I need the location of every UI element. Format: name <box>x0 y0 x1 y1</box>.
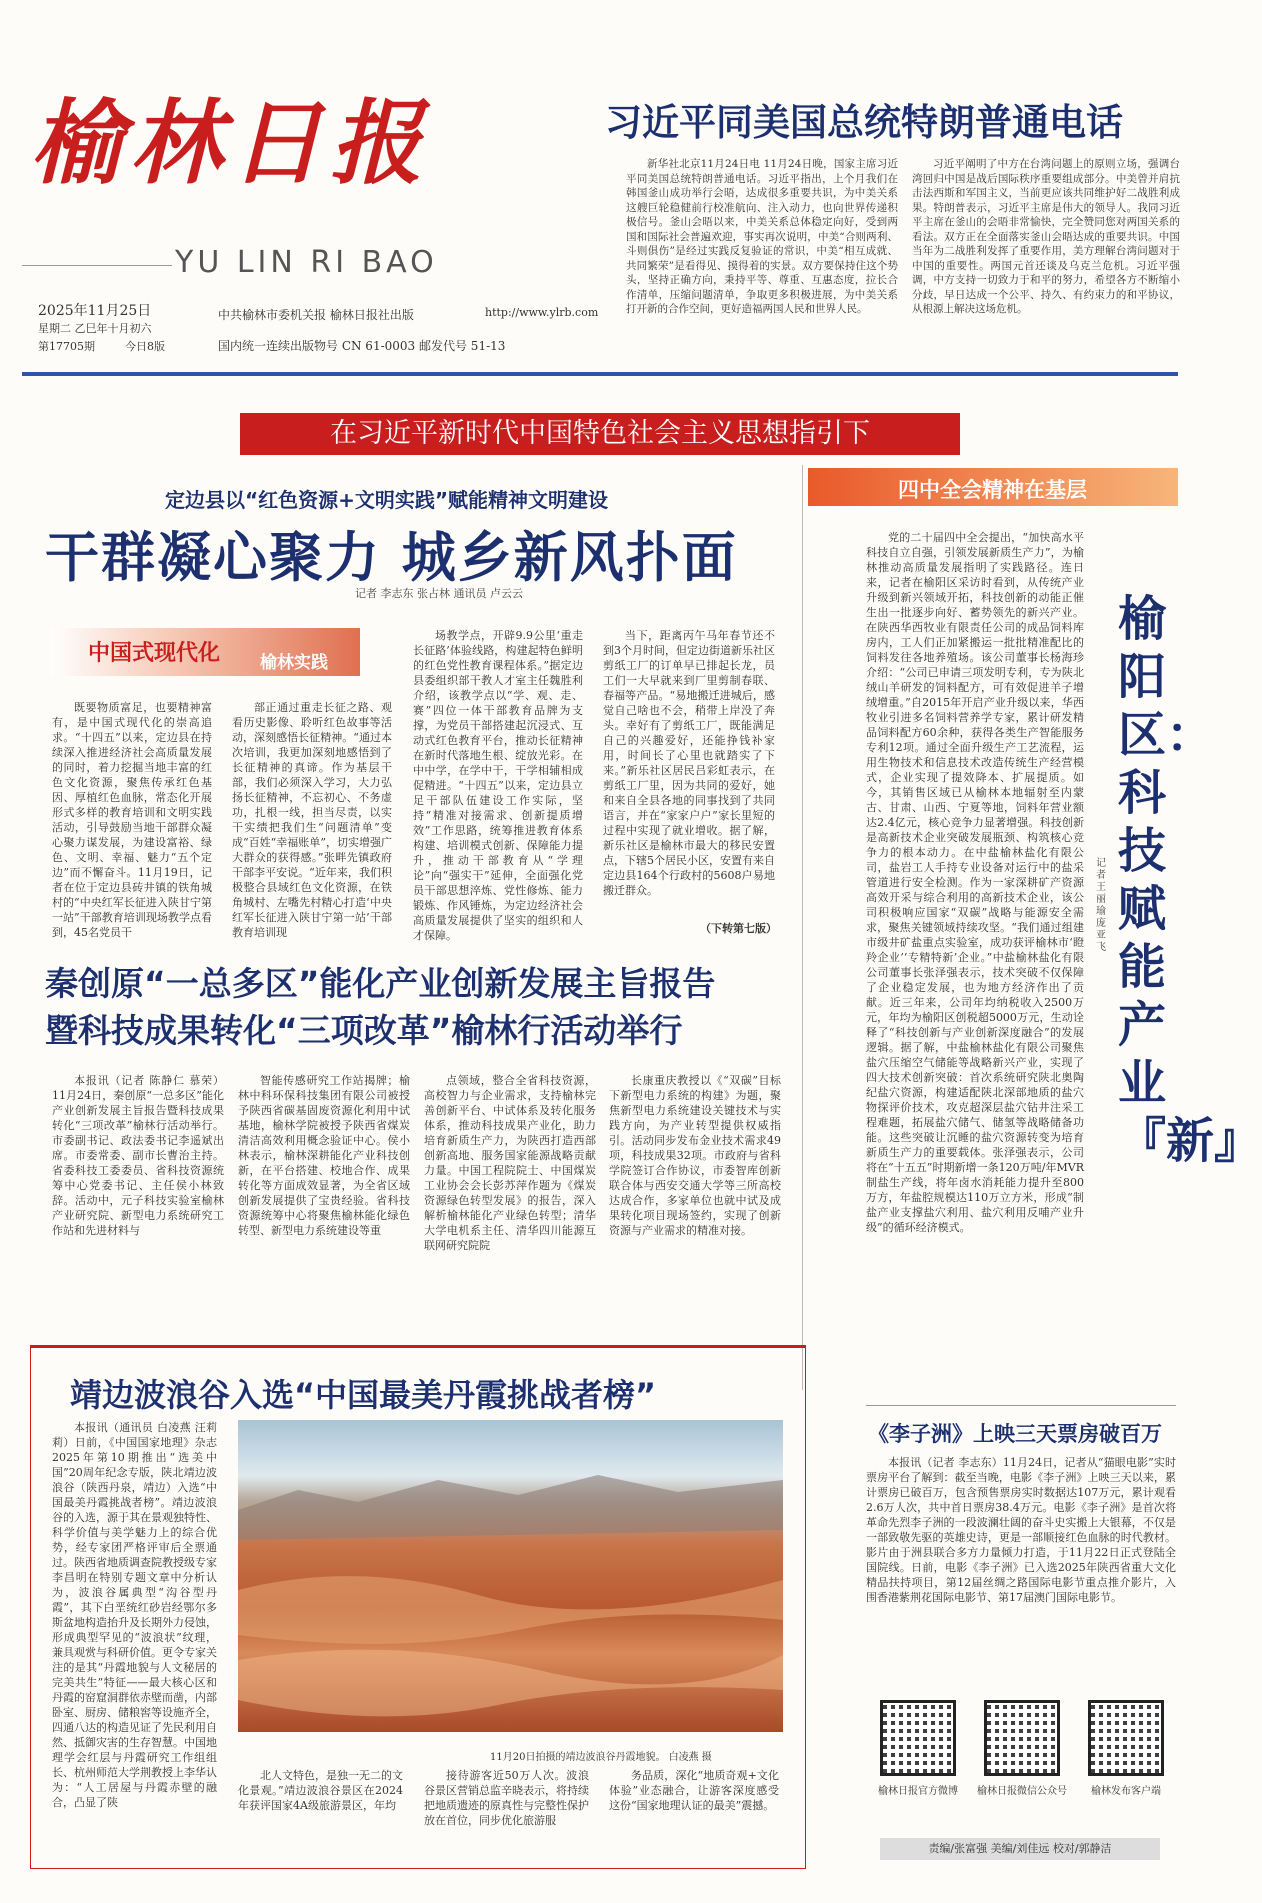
energy-headline2: 暨科技成果转化“三项改革”榆林行活动举行 <box>45 1011 683 1050</box>
sidebar-tag-label: 四中全会精神在基层 <box>898 478 1087 502</box>
lead-headline: 干群凝心聚力 城乡新风扑面 <box>45 526 738 589</box>
energy-col1 <box>52 1073 224 1318</box>
qr-code-icon <box>1088 1700 1164 1776</box>
lead-col4 <box>603 628 775 918</box>
top-story-col2 <box>912 157 1180 357</box>
issue-date: 2025年11月25日 <box>38 303 152 319</box>
continued-note: （下转第七版） <box>700 922 777 935</box>
danxia-text4: 务品质，深化“地质奇观+文化体验”业态融合，让游客深度感受这份“国家地理认证的最美”震撼。 <box>609 1769 779 1812</box>
danxia-col3 <box>424 1768 589 1858</box>
credits: 责编/张富强 美编/刘佳远 校对/郭静洁 <box>880 1838 1160 1860</box>
qr-label: 榆林发布客户端 <box>1091 1786 1161 1797</box>
qr-label: 榆林日报官方微博 <box>878 1786 958 1797</box>
top-story-col1 <box>626 157 898 357</box>
masthead-title: 榆林日报 <box>30 89 431 197</box>
sidebar-byline: 记者 王丽瑜 庞亚飞 <box>1096 858 1106 953</box>
energy-text3: 点领域，整合全省科技资源，高校智力与企业需求，支持榆林完善创新平台、中试体系及转化服务体系，推动科技成果产业化，助力培育新质生产力，为陕西打造西部创新高地、服务国家能源战略贡献力量。中国工程院院士、中国煤炭工业协会会长彭苏萍作题为《煤炭资源绿色转型发展》的报告，深入解析榆林能化产业绿色转型；清华大学电机系主任、清华四川能源互联网研究院院 <box>424 1074 596 1252</box>
tag-label1: 中国式现代化 <box>88 641 221 666</box>
energy-col2 <box>238 1073 410 1318</box>
danxia-col1 <box>52 1420 217 1855</box>
issue-pages: 今日8版 <box>125 340 165 353</box>
lead-text4: 当下，距离丙午马年春节还不到3个月时间，但定边街道新乐社区剪纸工厂的订单早已排起长龙，员工们一大早就来到厂里剪制春联、春福等产品。“易地搬迁进城后，感觉自己啥也不会，稍带上岸没了奔头。幸好有了剪纸工厂，既能满足自己的兴趣爱好，还能挣钱补家用，时间长了心里也就踏实了下来。”新乐社区居民吕彩虹表示，在剪纸工厂里，因为共同的爱好，她和来自全县各地的同事找到了共同语言，并在“家家户户”家长里短的过程中实现了就业增收。据了解，新乐社区是榆林市最大的移民安置点，下辖5个居民小区，安置有来自定边县164个行政村的5608户易地搬迁群众。 <box>603 629 775 897</box>
publisher: 中共榆林市委机关报 榆林日报社出版 <box>218 308 414 322</box>
sidebar-text <box>866 530 1084 1375</box>
lead-text1: 既要物质富足，也要精神富有，是中国式现代化的崇高追求。“十四五”以来，定边县在持续深入推进经济社会高质量发展的同时，着力挖掘当地丰富的红色文化资源，聚焦传承红色基因、厚植红色血脉，常态化开展形式多样的教育培训和文明实践活动，引导鼓励当地干部群众凝心聚力谋发展，为建设富裕、绿色、文明、幸福、魅力“五个定边”而不懈奋斗。11月19日，记者在位于定边县砖井镇的铁角城村的“中央红军长征进入陕甘宁第一站”干部教育培训现场教学点看到，45名党员干 <box>52 701 212 939</box>
website: http://www.ylrb.com <box>485 306 599 319</box>
lead-text3: 场教学点，开辟9.9公里‘重走长征路’体验线路，构建起特色鲜明的红色党性教育课程体系。”据定边县委组织部干教人才室主任魏胜利介绍，该教学点以“学、观、走、赛”四位一体干部教育品牌为支撑，为党员干部搭建起沉浸式、互动式红色教育平台，推动长征精神在新时代落地生根、绽放光彩。在中中学，在学中干，干学相辅相成促精进。“十四五”以来，定边县立足干部队伍建设工作实际，坚持“精准对接需求、创新提质增效”工作思路，统筹推进教育体系构建、培训模式创新、保障能力提升，推动干部教育从“学理论”向“强实干”延伸，全面强化党员干部思想淬炼、党性修炼、能力锻炼、作风锤炼，为定边经济社会高质量发展提供了坚实的组织和人才保障。 <box>413 629 583 942</box>
top-headline: 习近平同美国总统特朗普通电话 <box>605 101 1123 144</box>
photo-caption: 11月20日拍摄的靖边波浪谷丹霞地貌。 白凌燕 摄 <box>490 1752 712 1763</box>
qr-wechat[interactable] <box>972 1700 1072 1797</box>
danxia-landscape-icon <box>238 1420 783 1732</box>
masthead-rule <box>22 372 1178 376</box>
tag-label2: 榆林实践 <box>260 653 328 673</box>
danxia-text2: 北人文特色，是独一无二的文化景观。”靖边波浪谷景区在2024年获评国家4A级旅游景区，年均 <box>238 1769 403 1812</box>
issue-weekday: 星期二 乙巳年十月初六 <box>38 322 152 335</box>
danxia-text1: 本报讯（通讯员 白凌燕 汪莉莉）日前，《中国国家地理》杂志2025年第10期推出“选美中国”20周年纪念专版，陕北靖边波浪谷（陕西丹泉，靖边）入选“中国最美丹霞挑战者榜”。靖边波浪谷的入选，源于其在景观独特性、科学价值与美学魅力上的综合优势，经专家团严格评审后全票通过。陕西省地质调查院教授级专家李昌明在特别专题文章中分析认为，波浪谷属典型“沟谷型丹霞”，其下白垩统红砂岩经鄂尔多斯盆地构造抬升及长期外力侵蚀，形成典型罕见的“波浪状”纹理，兼具观赏与科研价值。更令专家关注的是其“丹霞地貌与人文秘居的完美共生”特征——最大核心区和丹霞的窑窟洞群依赤壁而凿，内部卧室、厨房、储粮窖等设施齐全，四通八达的构造见证了先民利用自然、抵御灾害的生存智慧。中国地理学会红层与丹霞研究工作组组长、杭州师范大学荆教授上李华认为：“人工居屋与丹霞赤壁的融合，凸显了陕 <box>52 1421 217 1809</box>
column-divider <box>802 465 803 1390</box>
sidebar-body: 党的二十届四中全会提出，“加快高水平科技自立自强，引领发展新质生产力”，为榆林推动高质量发展指明了实践路径。连日来，记者在榆阳区采访时看到，从传统产业升级到新兴领域开拓，科技创新的动能正催生出一批逐步向好、蓄势领先的新兴产业。在陕西华西牧业有限责任公司的成品饲料库房内，工人们正加紧搬运一批批精准配比的饲料发往各地养殖场。该公司董事长杨海珍介绍：“公司已申请三项发明专利，专为陕北绒山羊研发的饲料配方，可有效促进羊子增绒增重。”自2015年开启产业升级以来，华西牧业引进多名饲料营养学专家，累计研发精品饲料配方60余种，获得各类生产智能服务专利12项。通过全面升级生产工艺流程，运用生物技术和信息技术改造传统生产经营模式，企业实现了提效降本、扩展提质。如今，其销售区域已从榆林本地辐射至内蒙古、甘肃、山西、宁夏等地，饲料年营业额达2.4亿元，核心竞争力显著增强。科技创新是高新技术企业突破发展瓶颈、构筑核心竞争力的根本动力。在中盐榆林盐化有限公司，盐岩工人手持专业设备对运行中的盐采管道进行安全检测。作为一家深耕矿产资源高效开采与综合利用的高新技术企业，该公司积极响应国家“双碳”战略与能源安全需求，聚焦关键领域持续攻坚。“我们通过组建市级井矿盐重点实验室，成功获评榆林市‘瞪羚企业’‘专精特新’企业。”中盐榆林盐化有限公司董事长张泽强表示，技术突破不仅保障了企业稳定发展，也为地方经济作出了贡献。近三年来，公司年均纳税收入2500万元，年均为榆阳区创税超5000万元，生动诠释了“科技创新与产业创新深度融合”的发展逻辑。据了解，中盐榆林盐化有限公司聚焦盐穴压缩空气储能等战略新兴产业，实现了四大技术创新突破：首次系统研究陕北奥陶纪盐穴资源，构建适配陕北深部地质的盐穴物探评价技术，攻克超深层盐穴钻井注采工程难题，拓展盐穴储气、储氢等战略储备功能。这些突破让沉睡的盐穴资源转变为培育新质生产力的重要载体。张泽强表示，公司将在“十五五”时期新增一条120万吨/年MVR制盐生产线，将年卤水消耗能力提升至800万方，年盐腔规模达110万立方米，形成“制盐产业支撑盐穴利用、盐穴利用反哺产业升级”的循环经济模式。 <box>866 531 1084 1234</box>
lead-kicker: 定边县以“红色资源+文明实践”赋能精神文明建设 <box>165 488 609 512</box>
top-story-text2: 习近平阐明了中方在台湾问题上的原则立场，强调台湾回归中国是战后国际秩序重要组成部分。中美曾并肩抗击法西斯和军国主义，当前更应该共同维护好二战胜利成果。特朗普表示，习近平主席是伟大的领导人。我同习近平主席在釜山的会晤非常愉快，完全赞同您对两国关系的看法。双方正在全面落实釜山会晤达成的重要共识。中国当年为二战胜利发挥了重要作用，美方理解台湾问题对于中国的重要性。两国元首还谈及乌克兰危机。习近平强调，中方支持一切致力于和平的努力，希望各方不断缩小分歧，早日达成一个公平、持久、有约束力的和平协议，从根源上解决这场危机。 <box>912 158 1180 315</box>
qr-code-icon <box>880 1700 956 1776</box>
issue-number: 第17705期 <box>38 340 95 353</box>
energy-col3 <box>424 1073 596 1318</box>
sidebar-vertical-title: 榆阳区：科技赋能产业『新』 <box>1118 591 1262 1169</box>
masthead-pinyin: YU LIN RI BAO <box>175 245 438 280</box>
energy-text2: 智能传感研究工作站揭牌；榆林中科环保科技集团有限公司被授予陕西省碳基固废资源化利用中试基地，榆林学院被授予陕西省煤炭清洁高效利用概念验证中心。侯小林表示，榆林深耕能化产业科技创新，在平台搭建、校地合作、成果转化等方面成效显著，为全省区域创新发展提供了宝贵经验。省科技资源统筹中心将聚焦榆林能化绿色转型、新型电力系统建设等重 <box>238 1074 410 1237</box>
lead-col1 <box>52 700 212 939</box>
sidebar-tag <box>808 468 1178 506</box>
danxia-col4 <box>609 1768 779 1858</box>
energy-headline1: 秦创原“一总多区”能化产业创新发展主旨报告 <box>45 964 716 1003</box>
lead-col2 <box>232 700 392 939</box>
movie-headline: 《李子洲》上映三天票房破百万 <box>868 1422 1162 1446</box>
danxia-text3: 接待游客近50万人次。波浪谷景区营销总监辛晓表示，将持续把地质遗迹的原真性与完整性保护放在首位，同步优化旅游服 <box>424 1769 589 1827</box>
danxia-headline: 靖边波浪谷入选“中国最美丹霞挑战者榜” <box>70 1376 657 1414</box>
tag-banner <box>50 628 360 676</box>
movie-text <box>866 1455 1176 1680</box>
energy-text4: 长康重庆教授以《“双碳”目标下新型电力系统的构建》为题，聚焦新型电力系统建设关键技术与实践方向，为产业转型提供权威指引。活动同步发布金业技术需求49项，科技成果32项。市政府与省科学院签订合作协议，市委智库创新联合体与西安交通大学等三所高校达成合作，多家单位也就中试及成果转化项目现场签约，实现了创新资源与产业需求的精准对接。 <box>609 1074 781 1237</box>
qr-label: 榆林日报微信公众号 <box>977 1786 1067 1797</box>
divider <box>22 265 172 266</box>
danxia-col2 <box>238 1768 403 1858</box>
qr-app[interactable] <box>1076 1700 1176 1797</box>
lead-col3 <box>413 628 583 942</box>
movie-body: 本报讯（记者 李志东）11月24日，记者从“猫眼电影”实时票房平台了解到：截至当晚，电影《李子洲》上映三天以来，累计票房已破百万，包含预售票房实时数据达107万元，累计观看2.6万人次，共中首日票房38.4万元。电影《李子洲》是首次将革命先烈李子洲的一段波澜壮阔的奋斗史实搬上大银幕，不仅是一部致敬先驱的英雄史诗，更是一部顺接红色血脉的时代教材。影片由于洲县联合多方力量倾力打造，于11月22日正式登陆全国院线。日前，电影《李子洲》已入选2025年陕西省重大文化精品扶持项目，第12届丝绸之路国际电影节重点推介影片，入围香港紫荆花国际电影节、第17届澳门国际电影节。 <box>866 1456 1176 1604</box>
theme-banner: 在习近平新时代中国特色社会主义思想指引下 <box>240 413 960 455</box>
divider <box>866 1405 1176 1406</box>
energy-text1: 本报讯（记者 陈静仁 慕荣）11月24日，秦创原“一总多区”能化产业创新发展主旨报告暨科技成果转化“三项改革”榆林行活动举行。市委副书记、政法委书记李遥斌出席。市委常委、副市长曹治主持。省委科技工委委员、省科技资源统筹中心党委书记、主任侯小林致辞。活动中，元子科技实验室榆林产业研究院、新型电力系统研究工作站和先进材料与 <box>52 1074 224 1237</box>
lead-byline: 记者 李志东 张占林 通讯员 卢云云 <box>355 587 523 600</box>
danxia-photo <box>238 1420 783 1732</box>
qr-code-icon <box>984 1700 1060 1776</box>
qr-weibo[interactable] <box>868 1700 968 1797</box>
lead-text2: 部正通过重走长征之路、观看历史影像、聆听红色故事等活动，深刻感悟长征精神。“通过本次培训，我更加深刻地感悟到了长征精神的真谛。作为基层干部，我们必须深入学习，大力弘扬长征精神，不忘初心、不务虚功，扎根一线，担当尽责，以实干实绩把我们生“问题清单”变成“百姓“幸福账单”，切实增强广大群众的获得感。”张畔先镇政府干部李平安说。“近年来，我们积极整合县域红色文化资源，在铁角城村、左嘴先村精心打造‘中央红军长征进入陕甘宁第一站’干部教育培训现 <box>232 701 392 939</box>
energy-col4 <box>609 1073 781 1318</box>
cn-number: 国内统一连续出版物号 CN 61-0003 邮发代号 51-13 <box>218 339 506 353</box>
top-story-text1: 新华社北京11月24日电 11月24日晚，国家主席习近平同美国总统特朗普通电话。习近平指出，上个月我们在韩国釜山成功举行会晤，达成很多重要共识，为中美关系这艘巨轮稳健前行校准航向、注入动力，也向世界传递积极信号。釜山会晤以来，中美关系总体稳定向好，受到两国和国际社会普遍欢迎，事实再次说明，中美“合则两利、斗则俱伤”是经过实践反复验证的常识，中美“相互成就、共同繁荣”是看得见、摸得着的实景。双方要保持住这个势头，坚持正确方向，秉持平等、尊重、互惠态度，拉长合作清单，压缩问题清单，争取更多积极进展，为中美关系打开新的合作空间，更好造福两国人民和世界人民。 <box>626 158 898 315</box>
